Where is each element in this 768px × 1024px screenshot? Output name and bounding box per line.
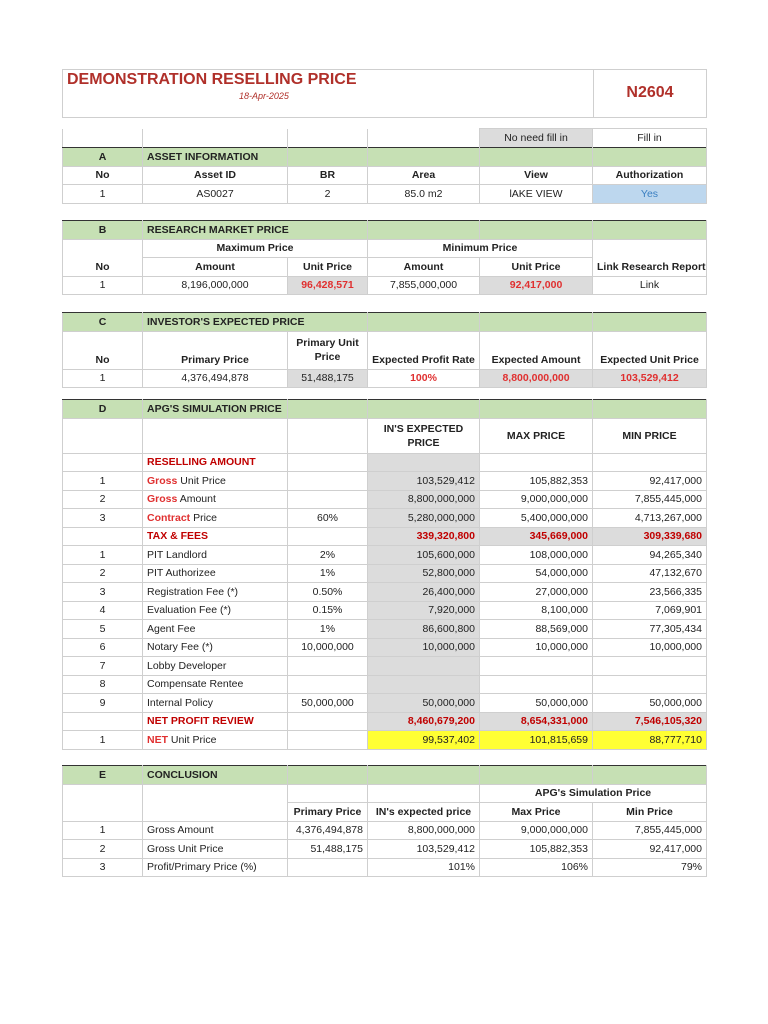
max-value: 108,000,000: [480, 546, 593, 565]
rate-value[interactable]: [288, 490, 368, 509]
empty-cell: [593, 313, 707, 332]
asset-id[interactable]: AS0027: [143, 185, 288, 204]
header-table: [62, 69, 707, 118]
col-header: Primary Unit Price: [288, 331, 368, 369]
reselling-item-label: [143, 490, 288, 509]
max-value: 8,100,000: [480, 601, 593, 620]
rate-value[interactable]: 1%: [288, 564, 368, 583]
max-value: 88,569,000: [480, 620, 593, 639]
empty-cell: [63, 453, 143, 472]
max-value: 50,000,000: [480, 694, 593, 713]
empty-cell: [368, 766, 480, 785]
min-value: 10,000,000: [593, 638, 707, 657]
research-report-link[interactable]: Link: [593, 276, 707, 295]
row-no: 2: [63, 564, 143, 583]
col-header: No: [63, 166, 143, 185]
col-header: Authorization: [593, 166, 707, 185]
section-d-letter: D: [63, 400, 143, 419]
tax-item-label: Registration Fee (*): [143, 583, 288, 602]
label-highlight: Gross: [147, 493, 178, 506]
col-header: Expected Unit Price: [593, 331, 707, 369]
section-d: [62, 399, 707, 750]
section-e-title: CONCLUSION: [143, 766, 288, 785]
label-rest: Amount: [177, 493, 216, 506]
min-value: 4,713,267,000: [593, 509, 707, 528]
row-no: 5: [63, 620, 143, 639]
legend-blank: [368, 129, 480, 148]
empty-cell: [63, 712, 143, 731]
col-header: BR: [288, 166, 368, 185]
empty-cell: [368, 400, 480, 419]
reselling-row: [63, 509, 707, 528]
empty-cell: [288, 766, 368, 785]
col-header: IN'S EXPECTED PRICE: [368, 418, 480, 453]
rate-value[interactable]: [288, 472, 368, 491]
col-header: Unit Price: [288, 258, 368, 277]
section-b: [62, 220, 707, 295]
primary-price[interactable]: 4,376,494,878: [143, 369, 288, 388]
empty-cell: [480, 453, 593, 472]
primary-price-value: 4,376,494,878: [288, 821, 368, 840]
reselling-item-label: [143, 472, 288, 491]
rate-value[interactable]: 2%: [288, 546, 368, 565]
primary-price-value: 51,488,175: [288, 840, 368, 859]
empty-cell: [143, 418, 288, 453]
col-header: MIN PRICE: [593, 418, 707, 453]
expected-value: 103,529,412: [368, 472, 480, 491]
legend-table: [62, 128, 707, 148]
tax-item-label: Compensate Rentee: [143, 675, 288, 694]
expected-value: 86,600,800: [368, 620, 480, 639]
expected-value: 50,000,000: [368, 694, 480, 713]
tax-total-expected: 339,320,800: [368, 527, 480, 546]
empty-cell: [368, 148, 480, 167]
header-title-cell: [63, 70, 594, 118]
max-value: 105,882,353: [480, 472, 593, 491]
col-header: Min Price: [593, 803, 707, 822]
legend-blank: [143, 129, 288, 148]
empty-cell: [368, 221, 480, 240]
expected-value: [368, 675, 480, 694]
empty-cell: [288, 712, 368, 731]
max-value: 9,000,000,000: [480, 490, 593, 509]
min-value: 94,265,340: [593, 546, 707, 565]
row-no: 3: [63, 583, 143, 602]
empty-cell: [593, 221, 707, 240]
row-no: 1: [63, 276, 143, 295]
max-value: 10,000,000: [480, 638, 593, 657]
tax-item-label: Notary Fee (*): [143, 638, 288, 657]
expected-amount: 8,800,000,000: [480, 369, 593, 388]
legend-blank: [63, 129, 143, 148]
expected-value: 52,800,000: [368, 564, 480, 583]
col-header: Amount: [368, 258, 480, 277]
primary-price-value: [288, 858, 368, 877]
expected-price-value: 103,529,412: [368, 840, 480, 859]
expected-unit-price: 103,529,412: [593, 369, 707, 388]
min-value: 23,566,335: [593, 583, 707, 602]
label-rest: Unit Price: [177, 474, 226, 487]
section-e: [62, 765, 707, 877]
conclusion-label: Profit/Primary Price (%): [143, 858, 288, 877]
section-d-title: APG'S SIMULATION PRICE: [143, 400, 288, 419]
section-a-title: ASSET INFORMATION: [143, 148, 288, 167]
min-value: 50,000,000: [593, 694, 707, 713]
expected-price-value: 101%: [368, 858, 480, 877]
row-no: 8: [63, 675, 143, 694]
min-value: [593, 675, 707, 694]
min-amount[interactable]: 7,855,000,000: [368, 276, 480, 295]
row-no: 1: [63, 546, 143, 565]
label-rest: Unit Price: [168, 733, 217, 746]
label-highlight: Contract: [147, 511, 191, 524]
col-header: No: [63, 239, 143, 276]
empty-cell: [480, 221, 593, 240]
net-unit-expected: 99,537,402: [368, 731, 480, 750]
tax-row: [63, 601, 707, 620]
authorization-value[interactable]: Yes: [593, 185, 707, 204]
empty-cell: [63, 784, 143, 821]
empty-cell: [593, 148, 707, 167]
max-price-value: 106%: [480, 858, 593, 877]
col-header: Primary Price: [143, 331, 288, 369]
col-header: Amount: [143, 258, 288, 277]
max-amount[interactable]: 8,196,000,000: [143, 276, 288, 295]
col-header: Primary Price: [288, 803, 368, 822]
max-price-value: 105,882,353: [480, 840, 593, 859]
asset-area[interactable]: 85.0 m2: [368, 185, 480, 204]
conclusion-row: [63, 858, 707, 877]
expected-value: 7,920,000: [368, 601, 480, 620]
max-value: 27,000,000: [480, 583, 593, 602]
tax-total-max: 345,669,000: [480, 527, 593, 546]
expected-value: 26,400,000: [368, 583, 480, 602]
tax-row: [63, 583, 707, 602]
section-e-letter: E: [63, 766, 143, 785]
row-no: 1: [63, 472, 143, 491]
min-value: 7,069,901: [593, 601, 707, 620]
empty-cell: [480, 313, 593, 332]
empty-cell: [593, 453, 707, 472]
min-price-header: Minimum Price: [368, 239, 593, 258]
conclusion-label: Gross Unit Price: [143, 840, 288, 859]
rate-value[interactable]: [288, 675, 368, 694]
legend-no-fill: No need fill in: [480, 129, 593, 148]
net-total-expected: 8,460,679,200: [368, 712, 480, 731]
asset-view[interactable]: lAKE VIEW: [480, 185, 593, 204]
primary-unit-price: 51,488,175: [288, 369, 368, 388]
conclusion-row: [63, 840, 707, 859]
rate-value[interactable]: 0.15%: [288, 601, 368, 620]
tax-row: [63, 657, 707, 676]
tax-total-min: 309,339,680: [593, 527, 707, 546]
col-header: Expected Amount: [480, 331, 593, 369]
page-date: 18-Apr-2025: [239, 91, 289, 101]
empty-cell: [368, 313, 480, 332]
max-value: [480, 675, 593, 694]
section-a: [62, 147, 707, 204]
rate-value[interactable]: 10,000,000: [288, 638, 368, 657]
empty-cell: [288, 731, 368, 750]
tax-row: [63, 620, 707, 639]
min-price-value: 7,855,445,000: [593, 821, 707, 840]
rate-value[interactable]: 50,000,000: [288, 694, 368, 713]
tax-item-label: Evaluation Fee (*): [143, 601, 288, 620]
tax-row: [63, 564, 707, 583]
tax-item-label: PIT Authorizee: [143, 564, 288, 583]
asset-code: N2604: [626, 84, 674, 101]
expected-price-value: 8,800,000,000: [368, 821, 480, 840]
net-unit-min: 88,777,710: [593, 731, 707, 750]
empty-cell: [593, 400, 707, 419]
col-header: View: [480, 166, 593, 185]
col-header: No: [63, 331, 143, 369]
max-value: 54,000,000: [480, 564, 593, 583]
empty-cell: [288, 527, 368, 546]
section-c: [62, 312, 707, 388]
asset-br[interactable]: 2: [288, 185, 368, 204]
col-header: Max Price: [480, 803, 593, 822]
expected-value: 10,000,000: [368, 638, 480, 657]
label-rest: Price: [190, 511, 218, 524]
max-price-header: Maximum Price: [143, 239, 368, 258]
net-total-min: 7,546,105,320: [593, 712, 707, 731]
rate-value[interactable]: [288, 657, 368, 676]
empty-cell: [288, 784, 368, 803]
expected-value: [368, 657, 480, 676]
min-price-value: 92,417,000: [593, 840, 707, 859]
tax-fees-label: TAX & FEES: [143, 527, 288, 546]
col-header: Area: [368, 166, 480, 185]
empty-cell: [288, 418, 368, 453]
empty-cell: [288, 148, 368, 167]
empty-cell: [480, 400, 593, 419]
empty-cell: [143, 784, 288, 821]
expected-value: 105,600,000: [368, 546, 480, 565]
net-profit-label: NET PROFIT REVIEW: [143, 712, 288, 731]
max-unit-price: 96,428,571: [288, 276, 368, 295]
max-value: 5,400,000,000: [480, 509, 593, 528]
tax-row: [63, 546, 707, 565]
min-price-value: 79%: [593, 858, 707, 877]
empty-cell: [288, 400, 368, 419]
asset-no: 1: [63, 185, 143, 204]
min-value: 7,855,445,000: [593, 490, 707, 509]
tax-row: [63, 694, 707, 713]
col-header: Asset ID: [143, 166, 288, 185]
min-value: 77,305,434: [593, 620, 707, 639]
rate-value[interactable]: 60%: [288, 509, 368, 528]
conclusion-row: [63, 821, 707, 840]
legend-fill: Fill in: [593, 129, 707, 148]
row-no: 1: [63, 821, 143, 840]
col-header: MAX PRICE: [480, 418, 593, 453]
expected-profit-rate[interactable]: 100%: [368, 369, 480, 388]
row-no: 9: [63, 694, 143, 713]
min-value: [593, 657, 707, 676]
empty-cell: [480, 148, 593, 167]
col-header: Unit Price: [480, 258, 593, 277]
empty-cell: [480, 766, 593, 785]
empty-cell: [63, 418, 143, 453]
reselling-row: [63, 490, 707, 509]
tax-row: [63, 638, 707, 657]
header-code-cell: [594, 70, 707, 118]
net-unit-price-label: [143, 731, 288, 750]
max-price-value: 9,000,000,000: [480, 821, 593, 840]
section-a-letter: A: [63, 148, 143, 167]
reselling-row: [63, 472, 707, 491]
row-no: 1: [63, 369, 143, 388]
tax-item-label: Internal Policy: [143, 694, 288, 713]
section-b-letter: B: [63, 221, 143, 240]
tax-row: [63, 675, 707, 694]
row-no: 3: [63, 858, 143, 877]
net-unit-max: 101,815,659: [480, 731, 593, 750]
section-b-title: RESEARCH MARKET PRICE: [143, 221, 368, 240]
section-c-title: INVESTOR'S EXPECTED PRICE: [143, 313, 368, 332]
min-value: 92,417,000: [593, 472, 707, 491]
empty-cell: [368, 784, 480, 803]
tax-item-label: Agent Fee: [143, 620, 288, 639]
empty-cell: [593, 766, 707, 785]
col-header: IN's expected price: [368, 803, 480, 822]
col-header: Link Research Report: [593, 239, 707, 276]
row-no: 6: [63, 638, 143, 657]
max-value: [480, 657, 593, 676]
row-no: 4: [63, 601, 143, 620]
empty-cell: [288, 453, 368, 472]
min-unit-price: 92,417,000: [480, 276, 593, 295]
col-header: Expected Profit Rate: [368, 331, 480, 369]
min-value: 47,132,670: [593, 564, 707, 583]
section-c-letter: C: [63, 313, 143, 332]
conclusion-label: Gross Amount: [143, 821, 288, 840]
legend-blank: [288, 129, 368, 148]
row-no: 7: [63, 657, 143, 676]
net-total-max: 8,654,331,000: [480, 712, 593, 731]
expected-value: 8,800,000,000: [368, 490, 480, 509]
empty-cell: [368, 453, 480, 472]
reselling-amount-label: RESELLING AMOUNT: [143, 453, 288, 472]
rate-value[interactable]: 0.50%: [288, 583, 368, 602]
row-no: 3: [63, 509, 143, 528]
tax-item-label: PIT Landlord: [143, 546, 288, 565]
row-no: 2: [63, 840, 143, 859]
row-no: 2: [63, 490, 143, 509]
reselling-item-label: [143, 509, 288, 528]
label-highlight: Gross: [147, 474, 178, 487]
apg-simulation-header: APG's Simulation Price: [480, 784, 707, 803]
label-highlight: NET: [147, 733, 168, 746]
empty-cell: [63, 527, 143, 546]
page-title: DEMONSTRATION RESELLING PRICE: [67, 71, 357, 88]
rate-value[interactable]: 1%: [288, 620, 368, 639]
row-no: 1: [63, 731, 143, 750]
expected-value: 5,280,000,000: [368, 509, 480, 528]
tax-item-label: Lobby Developer: [143, 657, 288, 676]
